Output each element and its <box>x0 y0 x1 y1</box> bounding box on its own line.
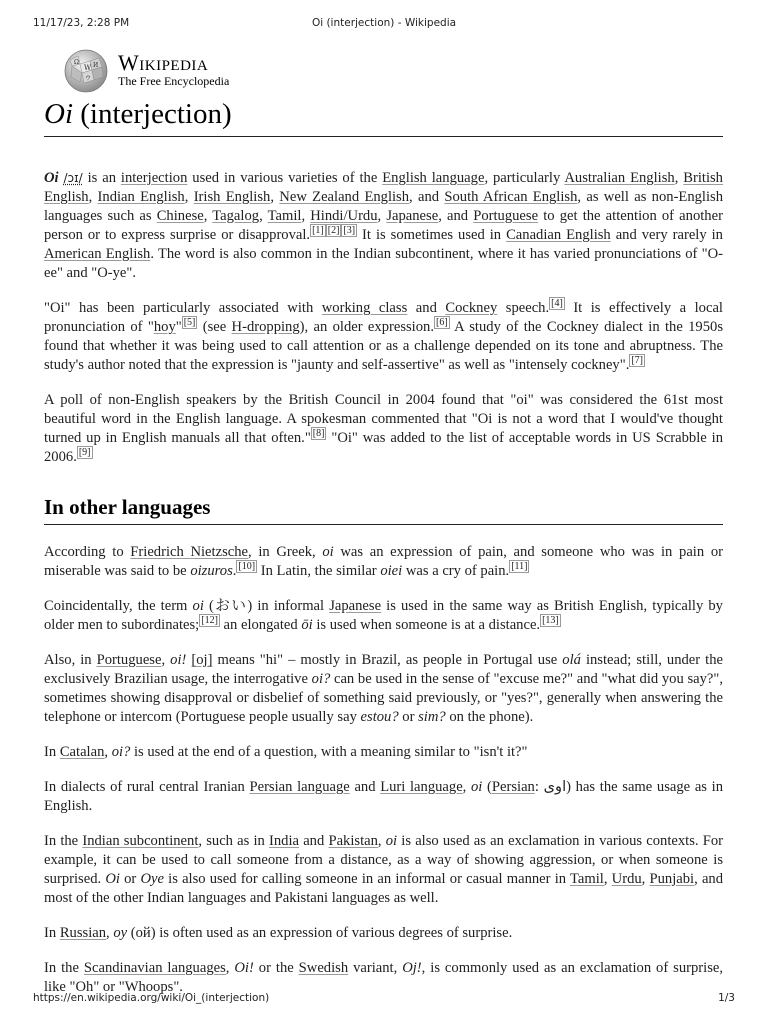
text: : <box>534 779 544 795</box>
text: olá <box>562 652 581 668</box>
text: or <box>119 871 141 887</box>
link-indian-english[interactable]: Indian English <box>97 189 185 205</box>
print-page-title: Oi (interjection) - Wikipedia <box>311 17 457 29</box>
russian-paragraph <box>44 924 723 943</box>
text: Oj! <box>402 960 422 976</box>
ipa-pronunciation[interactable]: /ɔɪ/ <box>63 171 83 185</box>
text: , <box>603 871 612 887</box>
text: and <box>299 833 329 849</box>
text: ōi <box>301 617 313 633</box>
svg-text:ウ: ウ <box>85 75 92 82</box>
text: A study of the Cockney dialect in the 1950s found that whether it was being used to call attention or as a challenge depended on its tone and abruptness. The study's author noted that the expression is "jaunty and self-assertive" as well as "intensely cockney". <box>44 319 723 373</box>
text: It is effectively a local pronunciation of " <box>44 300 723 335</box>
text: , <box>674 170 684 186</box>
text: , such as in <box>198 833 270 849</box>
print-timestamp: 11/17/23, 2:28 PM <box>33 17 130 29</box>
lead-term: Oi <box>44 170 59 186</box>
link-tamil[interactable]: Tamil <box>569 871 604 887</box>
svg-text:W: W <box>84 64 92 72</box>
text: and <box>349 779 381 795</box>
text: was a cry of pain. <box>402 563 510 579</box>
text: , and <box>438 208 474 224</box>
title-rest: (interjection) <box>73 98 232 130</box>
poll-paragraph <box>44 391 723 467</box>
text: Coincidentally, the term <box>44 598 193 614</box>
citation-1[interactable]: [1] <box>312 225 324 237</box>
portuguese-paragraph <box>44 651 723 727</box>
citation-4[interactable]: [4] <box>551 298 563 310</box>
svg-text:Ω: Ω <box>74 59 79 66</box>
text: (ой) is often used as an expression of various degrees of surprise. <box>127 925 513 941</box>
link-working-class[interactable]: working class <box>321 300 408 316</box>
text: . <box>232 563 237 579</box>
text: , <box>301 208 311 224</box>
text: , <box>106 925 114 941</box>
text: oizuros <box>190 563 233 579</box>
text: , and <box>409 189 445 205</box>
link-pakistan[interactable]: Pakistan <box>328 833 378 849</box>
link-interjection[interactable]: interjection <box>120 170 188 186</box>
section-heading-other-languages: In other languages <box>44 493 723 525</box>
text: , is commonly used as an exclamation of surprise, like "Oh" or "Whoops". <box>44 960 724 995</box>
article-content <box>44 96 723 997</box>
text: " <box>175 319 182 335</box>
link-hoy[interactable]: hoy <box>153 319 176 335</box>
text: , <box>161 652 171 668</box>
text: is used at the end of a question, with a meaning similar to "isn't it?" <box>130 744 528 760</box>
citation-6[interactable]: [6] <box>435 317 448 329</box>
link-chinese[interactable]: Chinese <box>156 208 204 224</box>
text: means "hi" – mostly in Brazil, as people in Portugal use <box>212 652 563 668</box>
text: used in various varieties of the <box>187 170 383 186</box>
link-english-language[interactable]: English language <box>382 170 485 186</box>
text: In the <box>44 960 84 976</box>
citation-10[interactable]: [10] <box>238 561 256 573</box>
citation-9[interactable]: [9] <box>78 447 91 459</box>
citation-8[interactable]: [8] <box>312 428 325 440</box>
persian-paragraph <box>44 778 723 816</box>
citation-11[interactable]: [11] <box>511 561 528 573</box>
text: oi? <box>111 744 131 760</box>
link-american-english[interactable]: American English <box>44 246 151 262</box>
text: variant, <box>348 960 403 976</box>
citation-2[interactable]: [2] <box>327 225 340 237</box>
ipa-oj[interactable]: [oj] <box>191 652 213 668</box>
text: instead; still, under the exclusively Brazilian usage, the interrogative <box>44 652 723 687</box>
text: In <box>44 744 60 760</box>
text: (see <box>197 319 232 335</box>
text: ), an older expression. <box>299 319 434 335</box>
text: In the <box>44 833 83 849</box>
print-page-number: 1/3 <box>718 992 735 1004</box>
link-hindi-urdu[interactable]: Hindi/Urdu <box>310 208 378 224</box>
link-h-dropping[interactable]: H-dropping <box>231 319 300 335</box>
text: oi? <box>311 671 331 687</box>
link-friedrich-nietzsche[interactable]: Friedrich Nietzsche <box>130 544 248 560</box>
link-india[interactable]: India <box>269 833 300 849</box>
link-luri-language[interactable]: Luri language <box>380 779 463 795</box>
text: A poll of non-English speakers by the British Council in 2004 found that "oi" was considered the 61st most beautiful word in the English language. A spokesman commented that "Oi is not a word that I would've thought turned up in English manuals all that often." <box>44 392 723 446</box>
text: is an <box>82 170 121 186</box>
link-portuguese[interactable]: Portuguese <box>96 652 162 668</box>
text: , <box>225 960 235 976</box>
text: speech. <box>497 300 550 316</box>
text: was an expression of pain, and someone who was in pain or miserable was said to be <box>44 544 723 579</box>
text: "Oi" was added to the list of acceptable words in US Scrabble in 2006. <box>44 430 723 465</box>
text: oiei <box>380 563 403 579</box>
text: oi <box>192 598 204 614</box>
catalan-paragraph <box>44 743 723 762</box>
text: and very rarely in <box>610 227 723 243</box>
text: is also used for calling someone in an informal or casual manner in <box>163 871 570 887</box>
text: or <box>398 709 419 725</box>
text: . The word is also common in the Indian subcontinent, where it has varied pronunciations of "O-ee" and "O-ye". <box>44 246 723 281</box>
link-swedish[interactable]: Swedish <box>298 960 349 976</box>
wikipedia-globe-icon <box>62 46 110 94</box>
text: , <box>377 208 387 224</box>
intro-paragraph <box>44 169 723 283</box>
text: In <box>44 925 60 941</box>
print-footer <box>33 992 735 1006</box>
greek-latin-paragraph <box>44 543 723 581</box>
text: ( <box>482 779 492 795</box>
link-catalan[interactable]: Catalan <box>59 744 105 760</box>
text: is also used as an exclamation in various contexts. For example, it can be used to call someone from a distance, as a way of showing aggression, or when someone is surprised. <box>44 833 723 887</box>
text: to get the attention of another person or to express surprise or disapproval. <box>44 208 723 243</box>
text: , as well as non-English languages such as <box>44 189 724 224</box>
text: , in Greek, <box>248 544 323 560</box>
text: , <box>462 779 471 795</box>
cockney-paragraph <box>44 299 723 375</box>
text: an elongated <box>219 617 302 633</box>
text: , <box>270 189 280 205</box>
text: can be used in the sense of "excuse me?" and "what did you say?", sometimes showing disapproval or disbelief of something said previously, or "yes?", generally when answering the telephone or intercom (Portuguese people usually say <box>44 671 723 725</box>
indian-subcontinent-paragraph <box>44 832 723 908</box>
citation-7[interactable]: [7] <box>631 355 644 367</box>
text: , and most of the other Indian languages and Pakistani languages as well. <box>44 871 724 906</box>
text: oy <box>113 925 128 941</box>
persian-script: اوی <box>543 779 567 795</box>
text: and <box>407 300 446 316</box>
text: is used in the same way as British English, typically by older men to subordinates; <box>44 598 723 633</box>
text: (おい) in informal <box>203 598 330 614</box>
text: is used when someone is at a distance. <box>312 617 541 633</box>
print-url: https://en.wikipedia.org/wiki/Oi_(interjection) <box>33 992 270 1004</box>
link-portuguese[interactable]: Portuguese <box>473 208 539 224</box>
link-indian-subcontinent[interactable]: Indian subcontinent <box>82 833 199 849</box>
link-british-english[interactable]: British English <box>44 170 723 205</box>
wikipedia-logo[interactable] <box>62 46 322 96</box>
text: Oye <box>140 871 164 887</box>
text: ) has the same usage as in English. <box>44 779 723 814</box>
text: oi <box>471 779 483 795</box>
citation-5[interactable]: [5] <box>183 317 196 329</box>
text: sim? <box>418 709 446 725</box>
text: oi <box>322 544 334 560</box>
text: According to <box>44 544 131 560</box>
text: oi! <box>170 652 187 668</box>
link-persian-language[interactable]: Persian language <box>249 779 350 795</box>
link-urdu[interactable]: Urdu <box>611 871 642 887</box>
link-cockney[interactable]: Cockney <box>445 300 498 316</box>
link-canadian-english[interactable]: Canadian English <box>506 227 611 243</box>
link-irish-english[interactable]: Irish English <box>193 189 271 205</box>
text: In Latin, the similar <box>257 563 381 579</box>
text: on the phone). <box>445 709 534 725</box>
text: estou? <box>360 709 399 725</box>
page-title <box>44 96 723 137</box>
text: , <box>88 189 98 205</box>
text: , <box>203 208 213 224</box>
text: oi <box>385 833 398 849</box>
link-punjabi[interactable]: Punjabi <box>649 871 695 887</box>
svg-text:И: И <box>93 62 99 69</box>
citation-3[interactable]: [3] <box>343 225 356 237</box>
text: , particularly <box>484 170 565 186</box>
text: In dialects of rural central Iranian <box>44 779 250 795</box>
text: Oi <box>105 871 120 887</box>
wikipedia-wordmark: Wikipedia <box>118 50 209 75</box>
link-persian[interactable]: Persian <box>491 779 535 795</box>
link-japanese[interactable]: Japanese <box>386 208 439 224</box>
text: , <box>377 833 386 849</box>
link-australian-english[interactable]: Australian English <box>564 170 675 186</box>
citation-12[interactable]: [12] <box>201 615 218 627</box>
text: , <box>184 189 194 205</box>
text: "Oi" has been particularly associated with <box>44 300 322 316</box>
text: Oi! <box>234 960 254 976</box>
text: Also, in <box>44 652 97 668</box>
text: , <box>259 208 268 224</box>
link-japanese[interactable]: Japanese <box>329 598 382 614</box>
citation-13[interactable]: [13] <box>542 615 559 627</box>
text: , <box>641 871 650 887</box>
link-new-zealand-english[interactable]: New Zealand English <box>279 189 410 205</box>
link-tagalog[interactable]: Tagalog <box>212 208 260 224</box>
link-russian[interactable]: Russian <box>59 925 107 941</box>
text: , <box>104 744 112 760</box>
wikipedia-tagline: The Free Encyclopedia <box>118 74 230 88</box>
link-tamil[interactable]: Tamil <box>267 208 302 224</box>
japanese-paragraph <box>44 597 723 635</box>
link-south-african-english[interactable]: South African English <box>444 189 578 205</box>
print-header <box>33 17 735 31</box>
text: or the <box>253 960 299 976</box>
link-scandinavian-languages[interactable]: Scandinavian languages <box>83 960 226 976</box>
text: It is sometimes used in <box>357 227 507 243</box>
title-italic: Oi <box>44 98 73 130</box>
